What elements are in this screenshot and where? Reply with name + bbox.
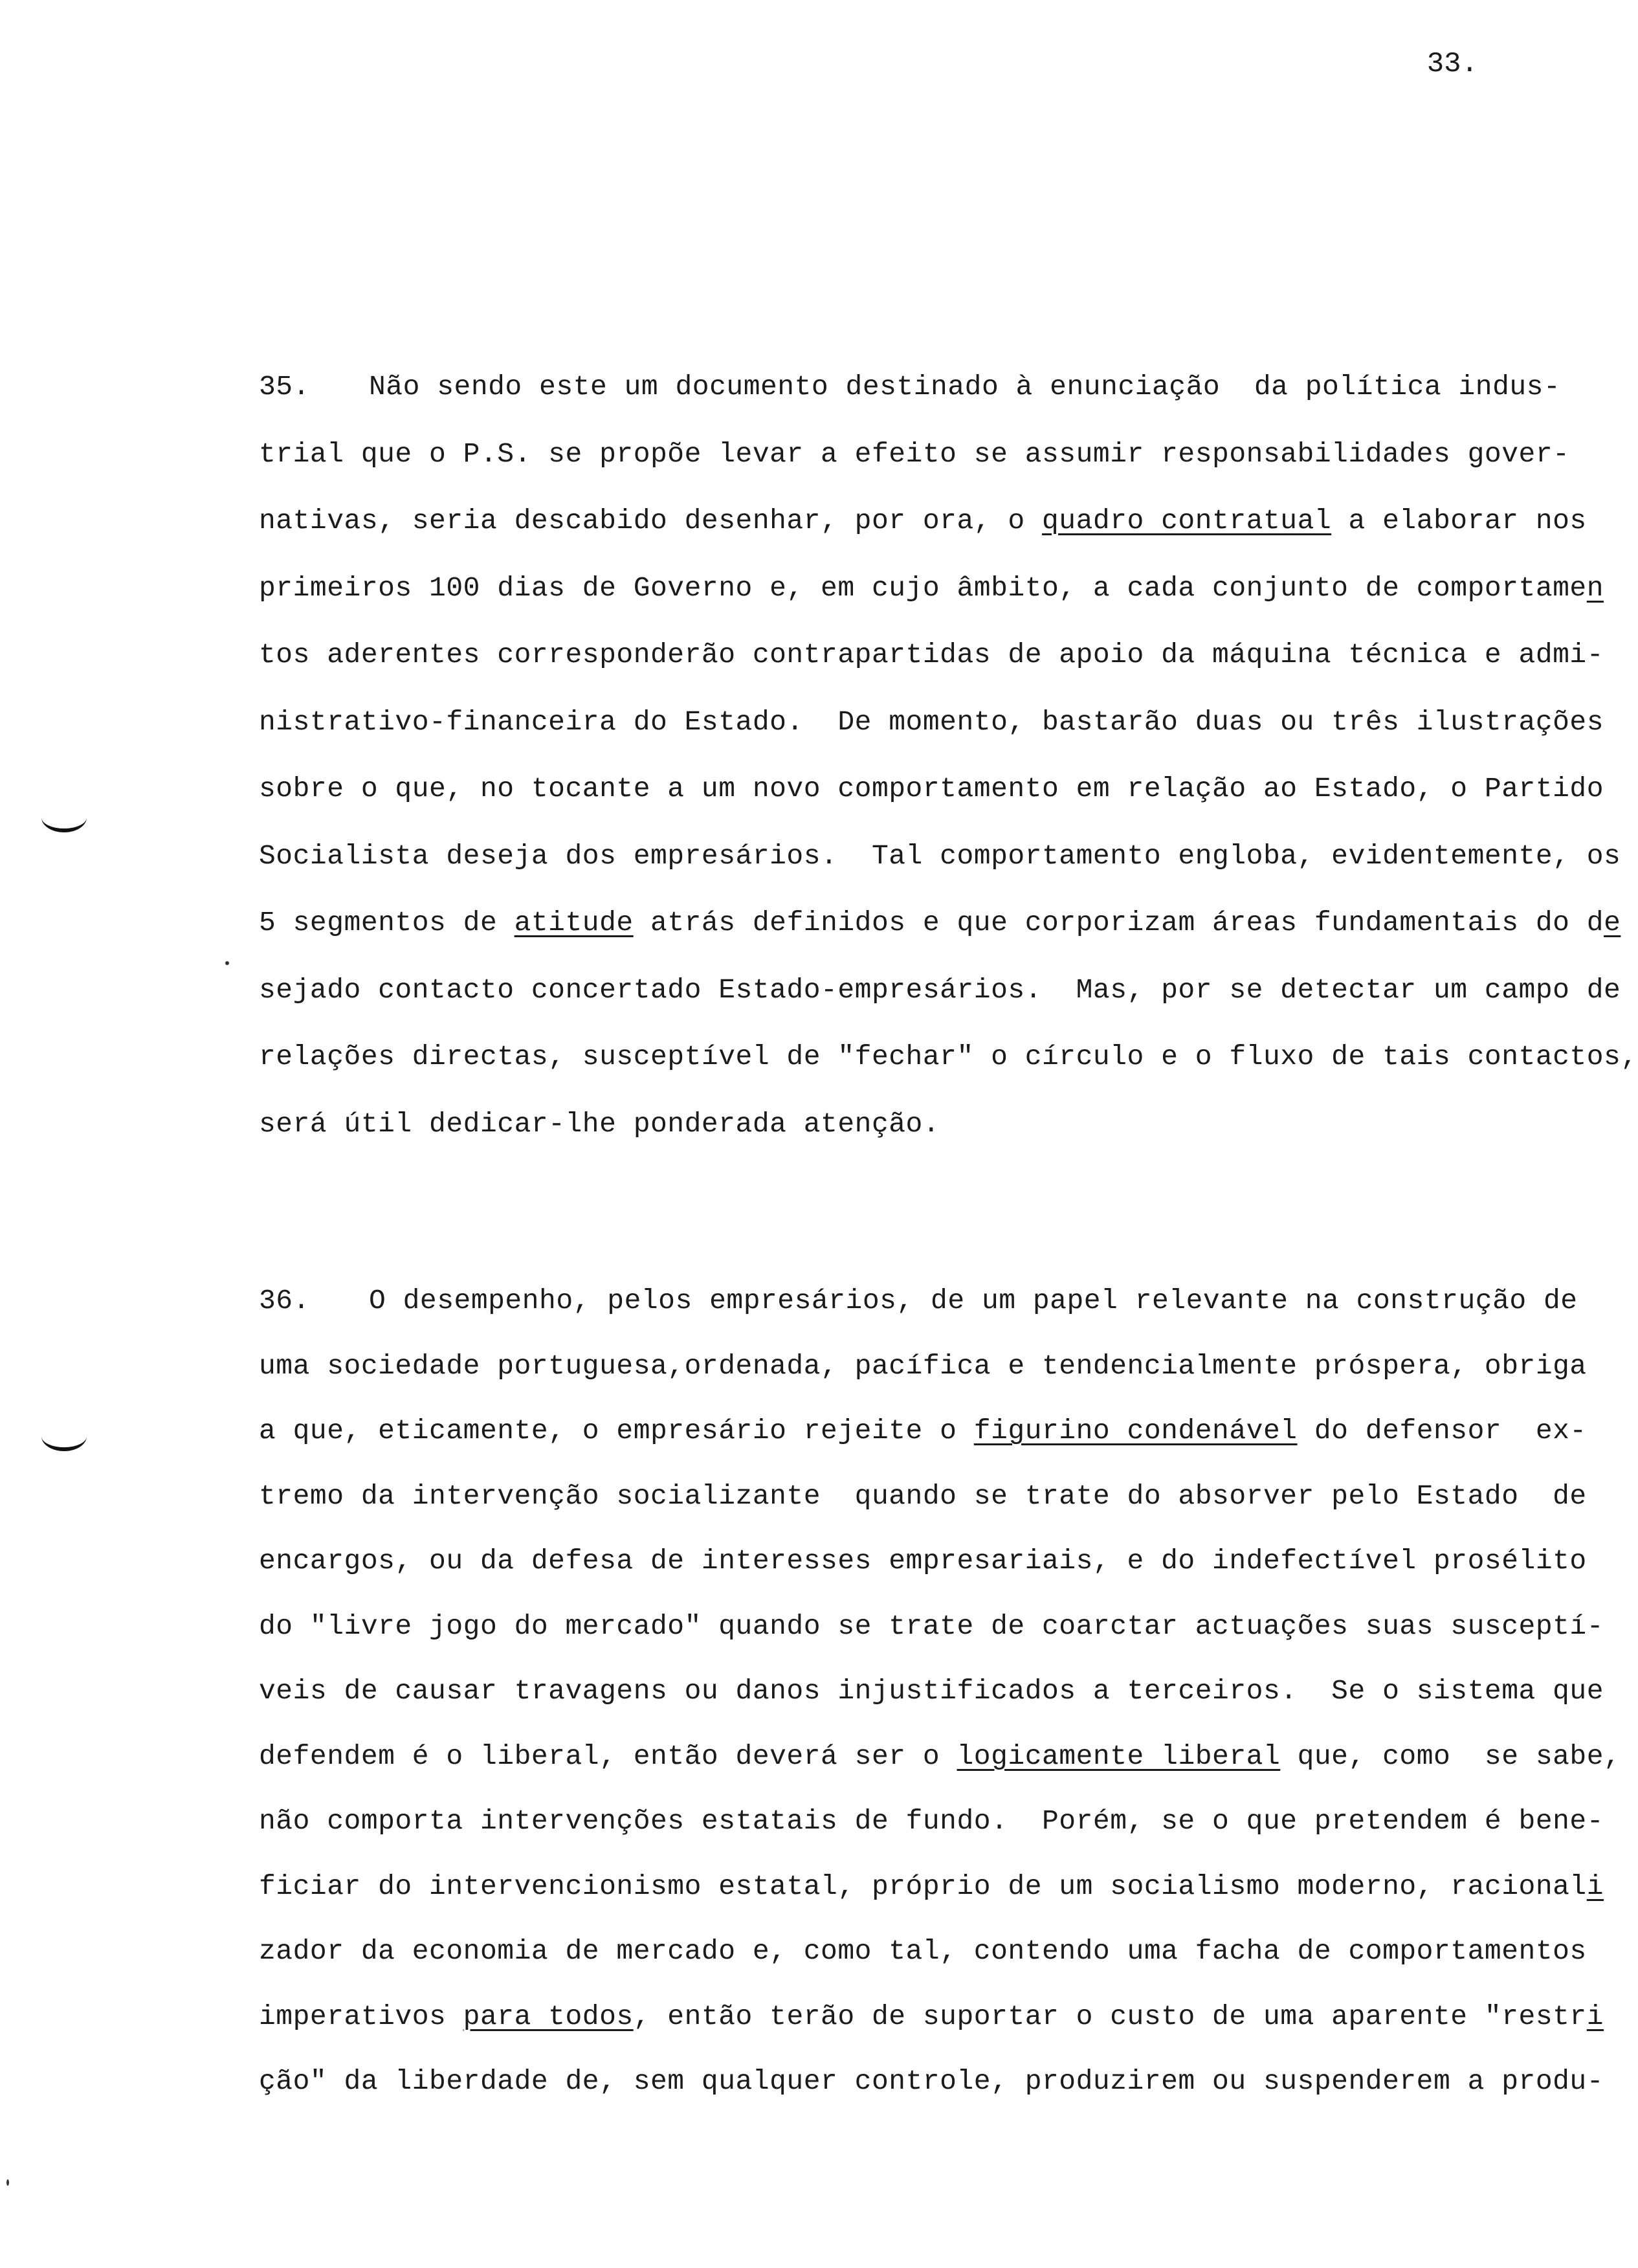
text-segment: O desempenho, pelos empresários, de um papel relevante na construção de (369, 1285, 1578, 1317)
text-line (259, 1542, 1587, 1607)
text-segment: do defensor ex- (1297, 1415, 1587, 1447)
text-segment: relações directas, susceptível de "fechar" o círculo e o fluxo de tais contactos, (259, 1041, 1638, 1073)
text-line (259, 636, 1604, 703)
text-segment: nativas, seria descabido desenhar, por ora, o (259, 505, 1042, 537)
text-line (259, 904, 1621, 971)
text-segment: Não sendo este um documento destinado à enunciação da política indus- (369, 371, 1561, 403)
text-segment: uma sociedade portuguesa,ordenada, pacífica e tendencialmente próspera, obriga (259, 1350, 1587, 1382)
text-segment: Socialista deseja dos empresários. Tal comportamento engloba, evidentemente, os (259, 839, 1621, 872)
text-line (259, 1672, 1604, 1737)
text-line (259, 1282, 1578, 1347)
margin-mark (41, 803, 87, 832)
text-line (259, 1412, 1587, 1477)
paragraph-number: 35. (259, 371, 310, 403)
text-segment: veis de causar travagens ou danos injustificados a terceiros. Se o sistema que (259, 1675, 1604, 1707)
text-segment: sejado contacto concertado Estado-empresários. Mas, por se detectar um campo de (259, 973, 1621, 1006)
text-segment: imperativos (259, 2000, 463, 2032)
underlined-text: i (1586, 2000, 1604, 2032)
text-line (259, 703, 1604, 770)
underlined-text: logicamente liberal (957, 1740, 1281, 1772)
text-line (259, 971, 1621, 1038)
text-line (259, 1105, 1573, 1172)
text-segment: do "livre jogo do mercado" quando se trate de coarctar actuações suas susceptí- (259, 1610, 1604, 1642)
text-segment: ficiar do intervencionismo estatal, próprio de um socialismo moderno, racional (259, 1870, 1587, 1902)
text-segment: trial que o P.S. se propõe levar a efeito se assumir responsabilidades gover- (259, 438, 1570, 470)
text-segment: 5 segmentos de (259, 907, 515, 939)
text-segment: ção" da liberdade de, sem qualquer controle, produzirem ou suspenderem a produ- (259, 2065, 1604, 2097)
text-segment: defendem é o liberal, então deverá ser o (259, 1740, 957, 1772)
text-line (259, 770, 1604, 837)
text-segment: a que, eticamente, o empresário rejeite o (259, 1415, 974, 1447)
text-line (259, 1038, 1638, 1105)
underlined-text: e (1604, 907, 1621, 939)
text-line (259, 2062, 1604, 2128)
text-line (259, 1347, 1587, 1412)
text-line (259, 1737, 1621, 1803)
page-number: 33. (1426, 48, 1478, 80)
text-line (259, 1607, 1604, 1673)
text-segment: não comporta intervenções estatais de fundo. Porém, se o que pretendem é bene- (259, 1805, 1604, 1837)
margin-mark (41, 1421, 87, 1451)
paragraph-35 (259, 368, 1638, 1172)
underlined-text: i (1586, 1870, 1604, 1902)
text-line (259, 1802, 1604, 1867)
text-line (259, 1867, 1604, 1933)
text-segment: tos aderentes corresponderão contrapartidas de apoio da máquina técnica e admi- (259, 639, 1604, 671)
text-segment: , então terão de suportar o custo de uma aparente "restr (633, 2000, 1587, 2032)
text-segment: será útil dedicar-lhe ponderada atenção. (259, 1107, 940, 1140)
text-line (259, 1932, 1587, 1997)
paragraph-36 (259, 1282, 1621, 2128)
text-segment: encargos, ou da defesa de interesses empresariais, e do indefectível prosélito (259, 1545, 1587, 1577)
text-line (259, 837, 1621, 904)
text-line (259, 435, 1573, 502)
text-segment: tremo da intervenção socializante quando se trate do absorver pelo Estado de (259, 1480, 1587, 1512)
text-segment: atrás definidos e que corporizam áreas fundamentais do d (633, 907, 1604, 939)
underlined-text: n (1586, 572, 1604, 604)
text-line (259, 368, 1573, 435)
underlined-text: quadro contratual (1042, 505, 1332, 537)
text-segment: zador da economia de mercado e, como tal, contendo uma facha de comportamentos (259, 1935, 1587, 1967)
paragraph-number: 36. (259, 1285, 310, 1317)
ink-dot (225, 961, 229, 965)
text-segment: a elaborar nos (1331, 505, 1587, 537)
text-line (259, 1997, 1604, 2063)
text-segment: que, como se sabe, (1280, 1740, 1621, 1772)
ink-dot (6, 2179, 9, 2186)
text-segment: primeiros 100 dias de Governo e, em cujo âmbito, a cada conjunto de comportame (259, 572, 1587, 604)
underlined-text: atitude (514, 907, 634, 939)
text-line (259, 569, 1604, 636)
underlined-text: para todos (463, 2000, 634, 2032)
underlined-text: figurino condenável (973, 1415, 1298, 1447)
text-line (259, 502, 1587, 569)
text-line (259, 1477, 1587, 1542)
text-segment: sobre o que, no tocante a um novo comportamento em relação ao Estado, o Partido (259, 773, 1604, 805)
text-segment: nistrativo-financeira do Estado. De momento, bastarão duas ou três ilustrações (259, 706, 1604, 738)
